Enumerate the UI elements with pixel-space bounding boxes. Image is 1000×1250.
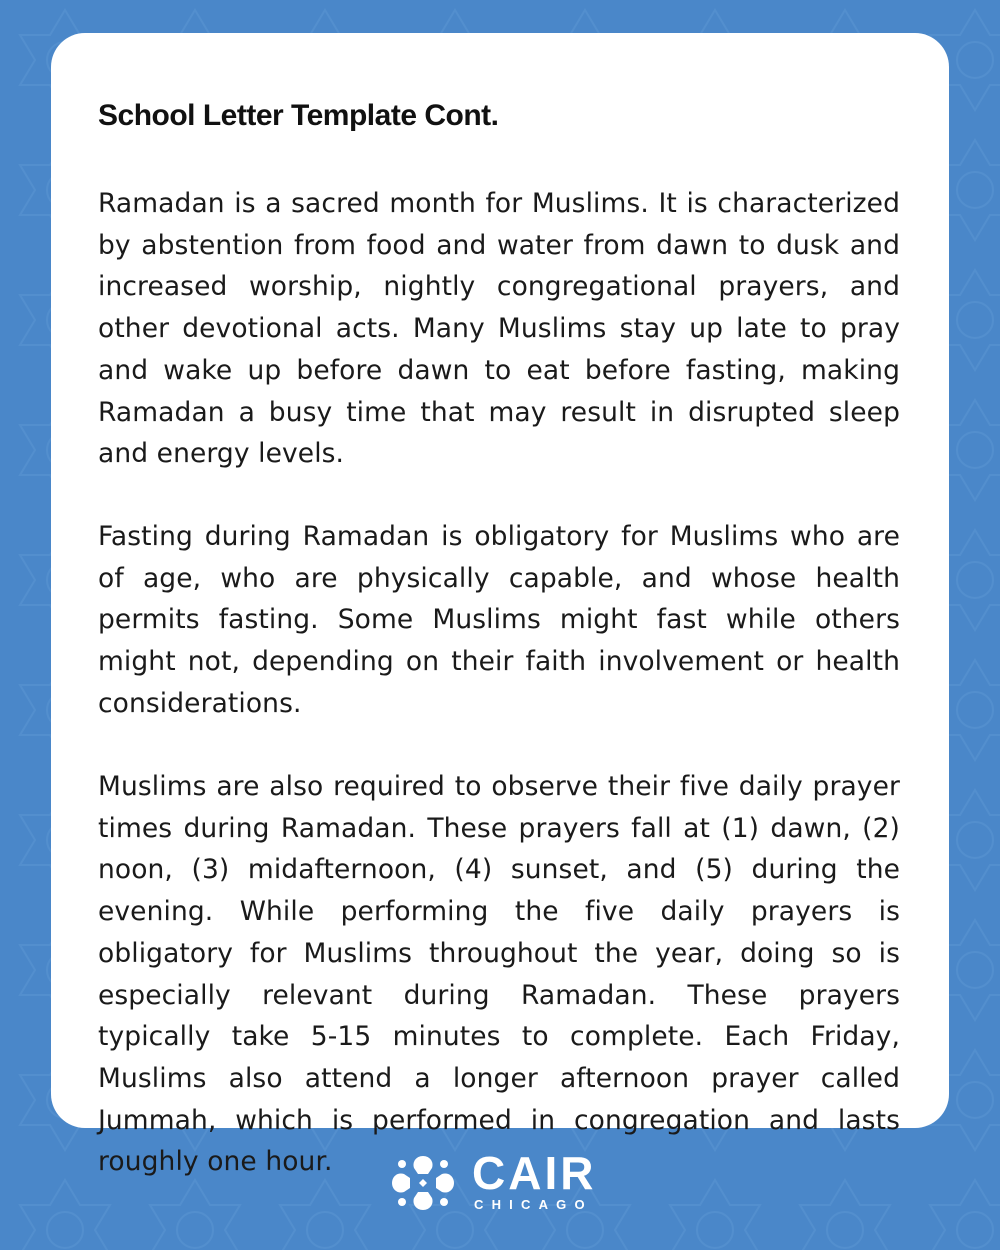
brand-name: CAIR <box>472 1147 597 1199</box>
paragraph-prayers: Muslims are also required to observe their five daily prayer times during Ramadan. These prayers fall at (1) dawn, (2) noon, (3) midafternoon, (4) sunset, and (5) during the evening. While performing the five daily prayers is obligatory for Muslims throughout the year, doing so is especially relevant during Ramadan. These prayers typically take 5-15 minutes to complete. Each Friday, Muslims also attend a longer afternoon prayer called Jummah, which is performed in congregation and lasts roughly one hour. <box>98 771 900 1178</box>
cair-logo-icon <box>388 1154 458 1212</box>
letter-title: School Letter Template Cont. <box>98 99 499 132</box>
brand-subtitle: CHICAGO <box>474 1197 593 1212</box>
paragraph-ramadan-overview: Ramadan is a sacred month for Muslims. It is characterized by abstention from food and water from dawn to dusk and increased worship, nightly congregational prayers, and other devotional acts. Many Muslims stay up late to pray and wake up before dawn to eat before fasting, making Ramadan a busy time that may result in disrupted sleep and energy levels. <box>98 188 900 470</box>
brand-footer <box>388 1148 628 1218</box>
paragraph-fasting: Fasting during Ramadan is obligatory for Muslims who are of age, who are physically capable, and whose health permits fasting. Some Muslims might fast while others might not, depending on their faith involvement or health considerations. <box>98 521 900 719</box>
